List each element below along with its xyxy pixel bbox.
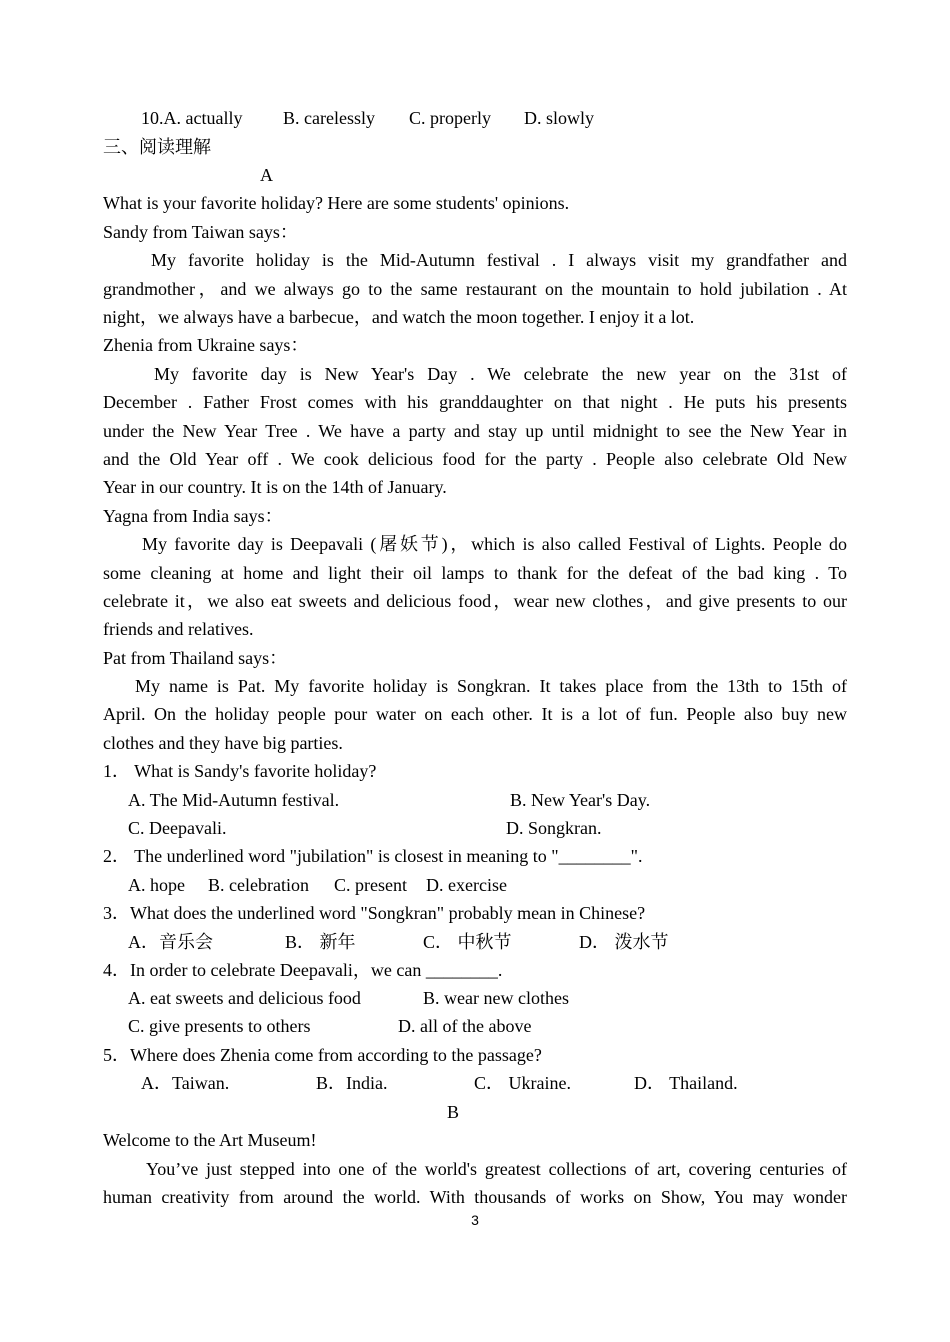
- question-4-stem: 4．In order to celebrate Deepavali，we can ________.: [103, 960, 503, 980]
- q10-option-d: D. slowly: [524, 108, 595, 128]
- question-3-option-d: D． 泼水节: [579, 932, 669, 952]
- yagna-line: celebrate it，we also eat sweets and delicious food，wear new clothes，and give presents to our: [103, 591, 847, 611]
- pat-line: April. On the holiday people pour water on each other. It is a lot of fun. People also buy new: [103, 704, 847, 724]
- question-2-option-d: D. exercise: [426, 875, 507, 895]
- question-2-option-c: C. present: [334, 875, 407, 895]
- section-heading: 三、阅读理解: [103, 137, 211, 157]
- zhenia-line: and the Old Year off . We cook delicious food for the party . People also celebrate Old New: [103, 449, 847, 469]
- page-number: 3: [471, 1212, 479, 1228]
- question-3-stem: 3．What does the underlined word "Songkran" probably mean in Chinese?: [103, 903, 646, 923]
- question-2-option-b: B. celebration: [208, 875, 309, 895]
- sandy-speaker: Sandy from Taiwan says：: [103, 222, 298, 242]
- question-1-option-c: C. Deepavali.: [128, 818, 227, 838]
- question-5-option-c: C． Ukraine.: [474, 1073, 571, 1093]
- part-b-title: Welcome to the Art Museum!: [103, 1130, 317, 1150]
- question-5-stem: 5．Where does Zhenia come from according to the passage?: [103, 1045, 542, 1065]
- question-5-option-d: D． Thailand.: [634, 1073, 738, 1093]
- part-a-intro: What is your favorite holiday? Here are some students' opinions.: [103, 193, 570, 213]
- zhenia-line: under the New Year Tree . We have a party and stay up until midnight to see the New Year in: [103, 421, 847, 441]
- part-a-label: A: [260, 165, 273, 185]
- pat-line: My name is Pat. My favorite holiday is Songkran. It takes place from the 13th to 15th of: [135, 676, 847, 696]
- question-4-option-a: A. eat sweets and delicious food: [128, 988, 361, 1008]
- q10-option-c: C. properly: [409, 108, 491, 128]
- zhenia-line: My favorite day is New Year's Day . We celebrate the new year on the 31st of: [154, 364, 847, 384]
- question-1-option-b: B. New Year's Day.: [510, 790, 651, 810]
- yagna-speaker: Yagna from India says：: [103, 506, 283, 526]
- zhenia-line: Year in our country. It is on the 14th of January.: [103, 477, 447, 497]
- question-4-option-d: D. all of the above: [398, 1016, 532, 1036]
- question-5-option-b: B．India.: [316, 1073, 388, 1093]
- yagna-line: My favorite day is Deepavali (屠妖节)，which is also called Festival of Lights. People do: [142, 534, 847, 554]
- sandy-line: night，we always have a barbecue，and watch the moon together. I enjoy it a lot.: [103, 307, 695, 327]
- question-1-stem: 1． What is Sandy's favorite holiday?: [103, 761, 377, 781]
- question-1-option-a: A. The Mid-Autumn festival.: [128, 790, 340, 810]
- question-2-stem: 2． The underlined word "jubilation" is closest in meaning to "________".: [103, 846, 643, 866]
- q10-option-b: B. carelessly: [283, 108, 375, 128]
- question-2-option-a: A. hope: [128, 875, 185, 895]
- question-4-option-b: B. wear new clothes: [423, 988, 569, 1008]
- zhenia-line: December . Father Frost comes with his granddaughter on that night . He puts his presents: [103, 392, 847, 412]
- question-3-option-b: B． 新年: [285, 932, 356, 952]
- part-b-line: human creativity from around the world. With thousands of works on Show, You may wonder: [103, 1187, 847, 1207]
- sandy-line: grandmother，and we always go to the same restaurant on the mountain to hold jubilation . At: [103, 279, 847, 299]
- pat-line: clothes and they have big parties.: [103, 733, 343, 753]
- q10-option-a: 10.A. actually: [141, 108, 243, 128]
- question-4-option-c: C. give presents to others: [128, 1016, 311, 1036]
- question-3-option-a: A．音乐会: [128, 932, 213, 952]
- part-b-label: B: [447, 1102, 460, 1122]
- question-3-option-c: C． 中秋节: [423, 932, 512, 952]
- sandy-line: My favorite holiday is the Mid-Autumn festival . I always visit my grandfather and: [151, 250, 847, 270]
- yagna-line: some cleaning at home and light their oil lamps to thank for the defeat of the bad king . To: [103, 563, 847, 583]
- question-1-option-d: D. Songkran.: [506, 818, 602, 838]
- zhenia-speaker: Zhenia from Ukraine says：: [103, 335, 309, 355]
- part-b-line: You’ve just stepped into one of the world's greatest collections of art, covering centuries of: [146, 1159, 847, 1179]
- yagna-line: friends and relatives.: [103, 619, 254, 639]
- question-5-option-a: A．Taiwan.: [141, 1073, 230, 1093]
- pat-speaker: Pat from Thailand says：: [103, 648, 288, 668]
